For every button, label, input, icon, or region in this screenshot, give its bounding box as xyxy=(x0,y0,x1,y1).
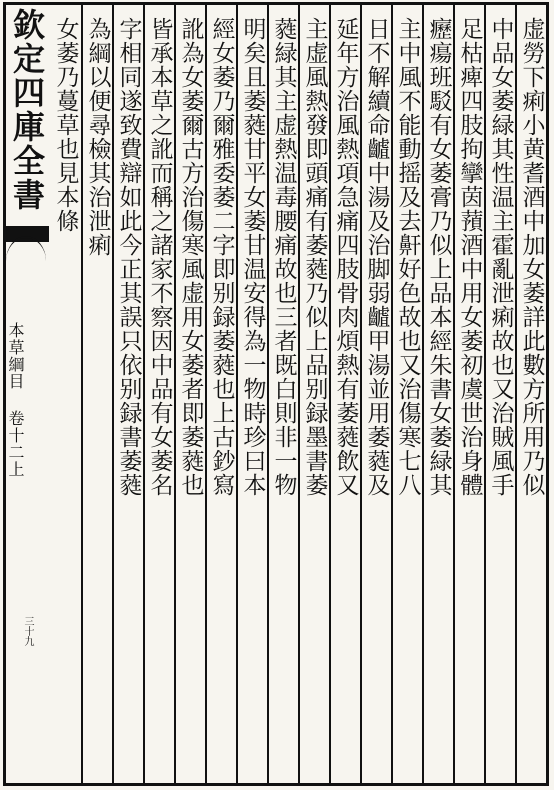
column-text: 延年方治風熱項急痛四肢骨肉煩熱有萎蕤飲又 xyxy=(332,17,359,497)
text-column xyxy=(484,5,515,783)
column-text: 皆承本草之訛而稱之諸家不察因中品有女萎名 xyxy=(146,17,173,497)
column-text: 經女萎乃爾雅委萎二字即别録萎蕤也上古鈔寫 xyxy=(208,17,235,497)
text-column xyxy=(515,5,546,783)
text-column xyxy=(205,5,236,783)
text-column xyxy=(329,5,360,783)
text-columns-inner xyxy=(49,5,546,783)
column-text: 日不解續命䶥中湯及治脚弱䶥甲湯並用萎蕤及 xyxy=(363,17,390,497)
fishtail-mark xyxy=(6,236,46,286)
text-column xyxy=(236,5,267,783)
column-text: 女萎乃蔓草也見本條 xyxy=(52,17,79,233)
text-column xyxy=(267,5,298,783)
column-text: 中品女萎緑其性温主霍亂泄痢故也又治賊風手 xyxy=(487,17,514,497)
column-text: 明矣且萎蕤甘平女萎甘温安得為一物時珍曰本 xyxy=(239,17,266,497)
book-title: 欽定四庫全書 xyxy=(8,8,46,212)
column-text: 足枯痺四肢拘攣茵蕷酒中用女萎初虞世治身體 xyxy=(456,17,483,497)
column-text: 主虚風熱發即頭痛有萎蕤乃似上品别録墨書萎 xyxy=(301,17,328,497)
column-text: 虚勞下痢小黄耆酒中加女萎詳此數方所用乃似 xyxy=(518,17,545,497)
column-text: 主中風不能動摇及去鼾好色故也又治傷寒七八 xyxy=(394,17,421,497)
text-column xyxy=(112,5,143,783)
column-text: 字相同遂致費辯如此今正其誤只依别録書萎蕤 xyxy=(115,17,142,497)
text-column xyxy=(453,5,484,783)
column-text: 訛為女萎爾古方治傷寒風虚用女萎者即萎蕤也 xyxy=(177,17,204,497)
text-column xyxy=(81,5,112,783)
text-column xyxy=(50,5,81,783)
page-number: 三十九 xyxy=(22,616,33,646)
text-column xyxy=(422,5,453,783)
chapter-label: 本草綱目 卷十二上 xyxy=(6,322,25,478)
text-column xyxy=(298,5,329,783)
column-text: 癧瘍班駁有女萎膏乃似上品本經朱書女萎緑其 xyxy=(425,17,452,497)
text-column xyxy=(174,5,205,783)
column-text: 蕤緑其主虚熱温毒腰痛故也三者既白則非一物 xyxy=(270,17,297,497)
text-column xyxy=(391,5,422,783)
text-column xyxy=(143,5,174,783)
text-column xyxy=(360,5,391,783)
column-text: 為綱以便尋檢其治泄痢 xyxy=(84,17,111,257)
